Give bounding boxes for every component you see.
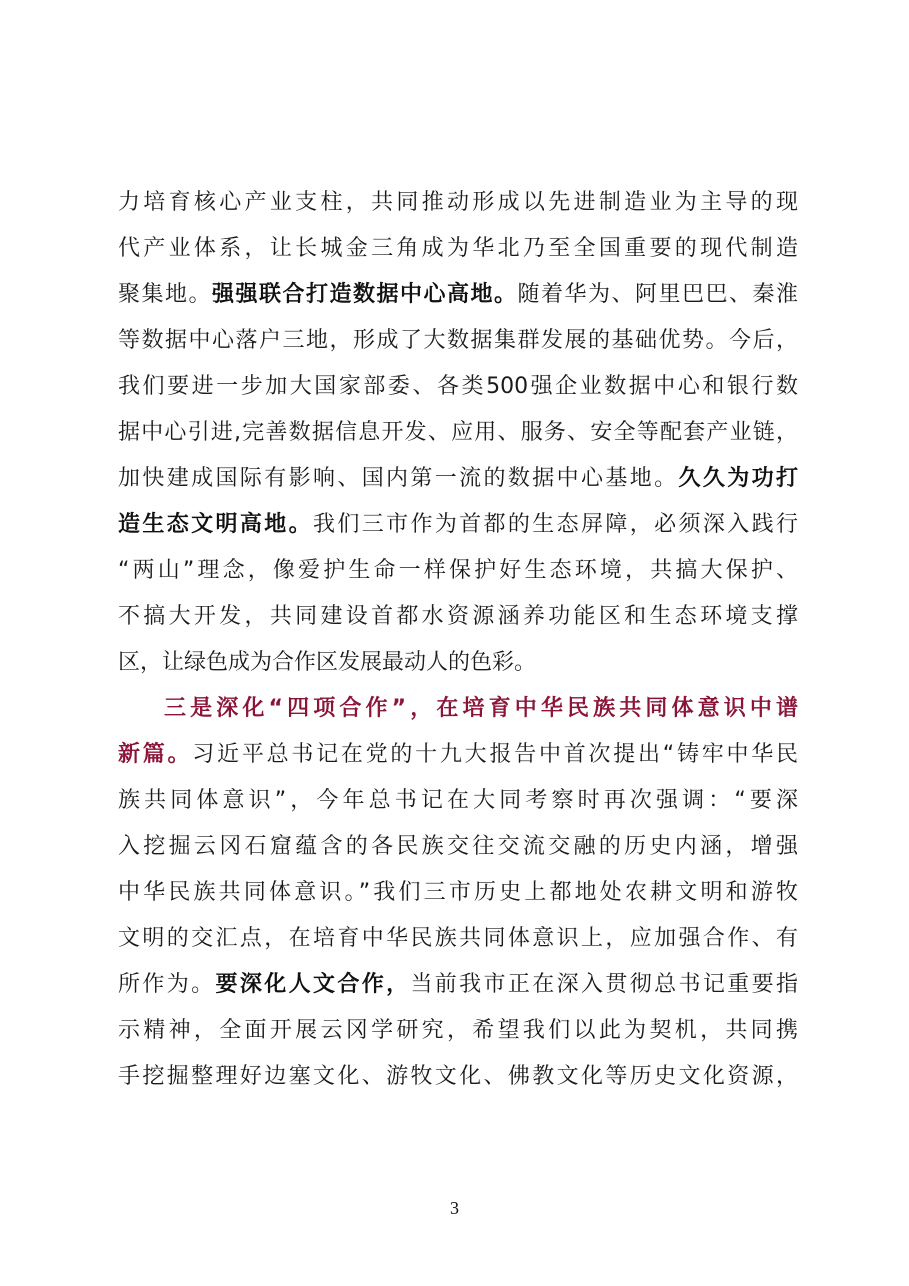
text-line [118,594,798,640]
text-run: 代产业体系，让长城金三角成为华北乃至全国重要的现代制造 [118,236,798,261]
text-line [118,640,798,686]
text-run: 聚集地。 [118,282,212,307]
text-line [118,870,798,916]
body-text [118,180,798,1100]
text-run: 随着华为、阿里巴巴、秦淮 [517,282,798,307]
paragraph-industry-data-ecology [118,180,798,686]
text-line [118,226,798,272]
text-line [118,778,798,824]
text-run: 手挖掘整理好边塞文化、游牧文化、佛教文化等历史文化资源， [118,1064,798,1089]
text-run: 力培育核心产业支柱，共同推动形成以先进制造业为主导的现 [118,190,798,215]
text-line [118,1054,798,1100]
text-run: 习近平总书记在党的十九大报告中首次提出“铸牢中华民 [192,742,798,767]
text-run: 我们要进一步加大国家部委、各类500强企业数据中心和银行数 [118,374,798,399]
text-run: 中华民族共同体意识。”我们三市历史上都地处农耕文明和游牧 [118,880,798,905]
text-run: “两山”理念，像爱护生命一样保护好生态环境，共搞大保护、 [118,558,798,583]
text-run: 文明的交汇点，在培育中华民族共同体意识上，应加强合作、有 [118,926,798,951]
text-line [118,364,798,410]
text-run: 加快建成国际有影响、国内第一流的数据中心基地。 [118,466,679,491]
text-run: 我们三市作为首都的生态屏障，必须深入践行 [312,512,798,537]
text-line [118,824,798,870]
text-line [118,272,798,318]
text-line [118,916,798,962]
paragraph-cultural-cooperation [118,686,798,1100]
text-line [118,962,798,1008]
bold-subheading-ecology-cont: 造生态文明高地。 [118,512,313,537]
text-run: 族共同体意识”，今年总书记在大同考察时再次强调：“要深 [118,788,798,813]
text-line [118,180,798,226]
bold-subheading-data-center: 强强联合打造数据中心高地。 [212,282,518,307]
text-line [118,1008,798,1054]
text-line [118,502,798,548]
text-line [118,732,798,778]
section-heading-cont: 新篇。 [118,742,193,767]
bold-subheading-culture: 要深化人文合作， [215,972,411,997]
section-heading: 三是深化“四项合作”，在培育中华民族共同体意识中谱 [164,696,798,721]
text-line [118,410,798,456]
text-run: 不搞大开发，共同建设首都水资源涵养功能区和生态环境支撑 [118,604,798,629]
text-run: 所作为。 [118,972,216,997]
text-run: 区，让绿色成为合作区发展最动人的色彩。 [118,650,537,675]
page-number: 3 [450,1198,459,1218]
text-run: 等数据中心落户三地，形成了大数据集群发展的基础优势。今后， [118,328,798,353]
text-run: 据中心引进,完善数据信息开发、应用、服务、安全等配套产业链， [118,420,798,445]
section-heading-line [118,686,798,732]
text-line [118,318,798,364]
bold-subheading-ecology: 久久为功打 [678,466,798,491]
text-run: 入挖掘云冈石窟蕴含的各民族交往交流交融的历史内涵，增强 [118,834,798,859]
text-line [118,548,798,594]
text-run: 示精神，全面开展云冈学研究，希望我们以此为契机，共同携 [118,1018,798,1043]
text-line [118,456,798,502]
text-run: 当前我市正在深入贯彻总书记重要指 [410,972,798,997]
